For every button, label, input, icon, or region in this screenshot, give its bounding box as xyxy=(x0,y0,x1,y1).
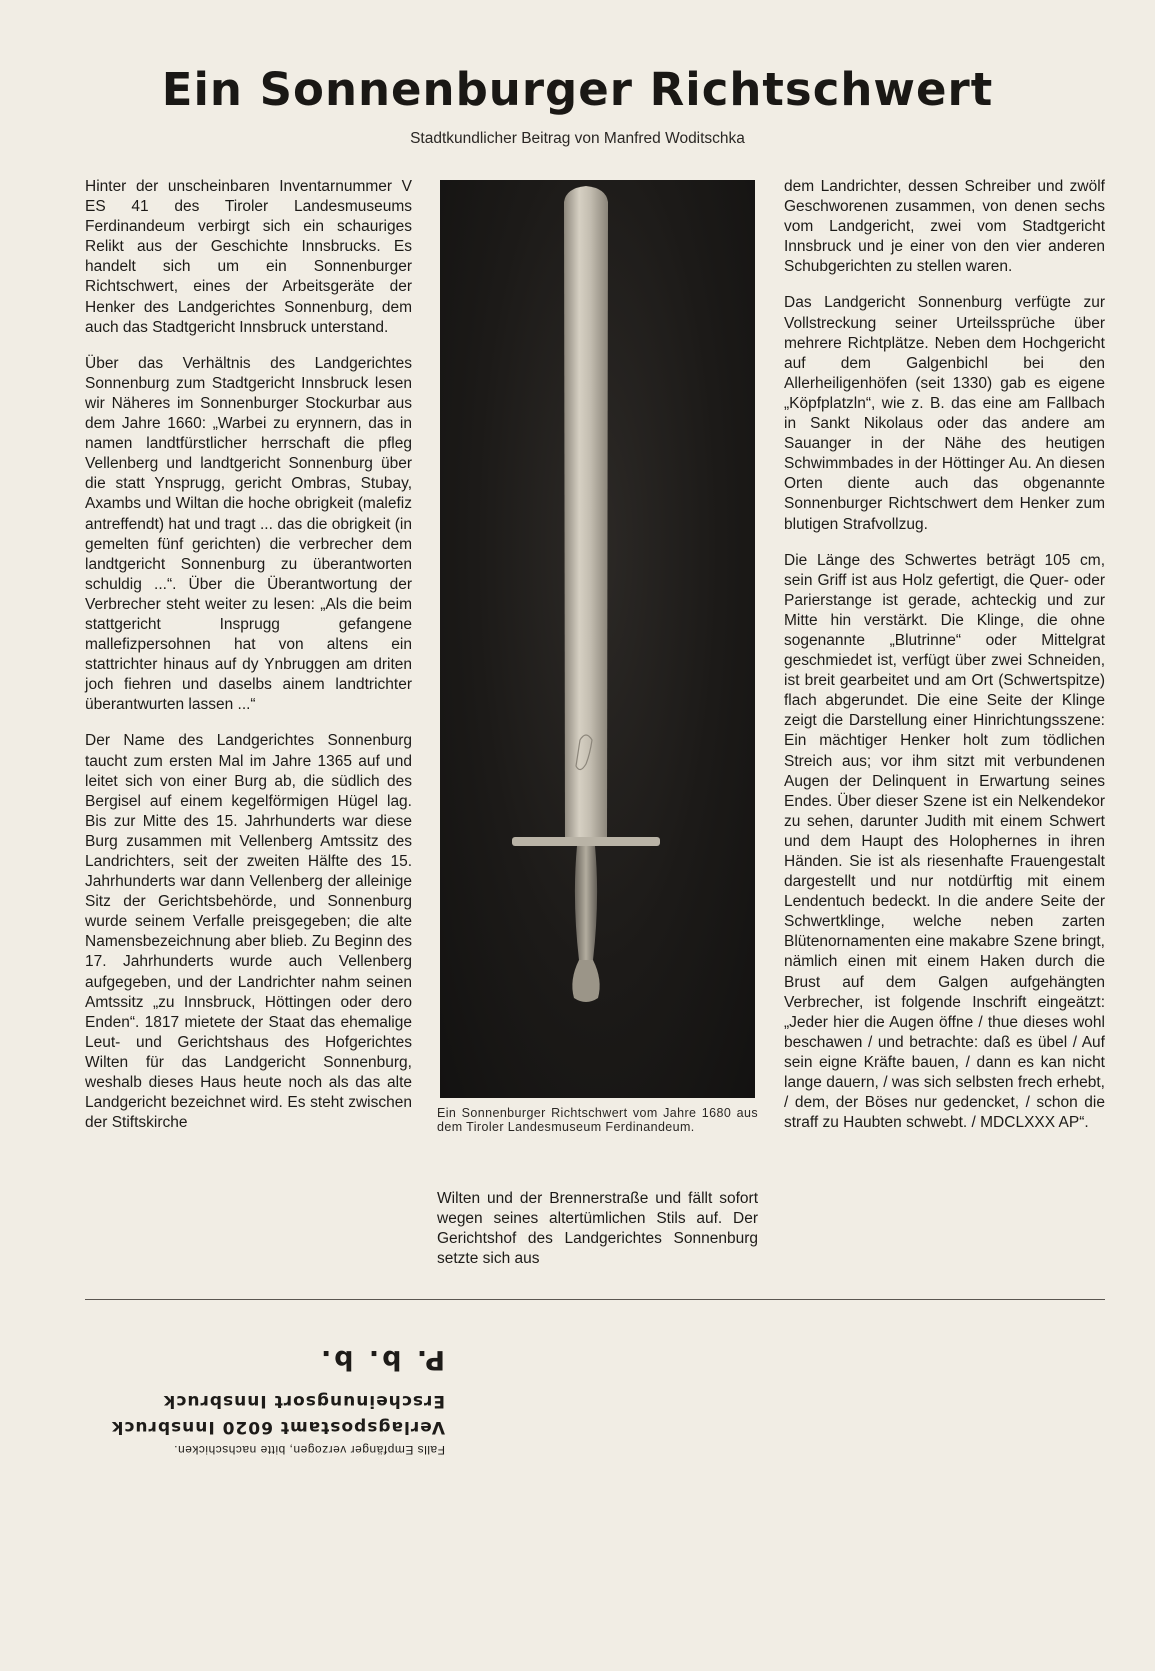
mailing-post-office: Verlagspostamt 6020 Innsbruck xyxy=(111,1417,445,1437)
column-middle xyxy=(437,1189,758,1269)
mailing-note: Falls Empfänger verzogen, bitte nachschicken. xyxy=(173,1443,445,1457)
paragraph: Über das Verhältnis des Landgerichtes Sonnenburg zum Stadtgericht Innsbruck lesen wir Näheres im Sonnenburger Stockurbar aus dem Jahre 1660: „Warbei zu erynnern, das in namen landtfürstlicher herrschaft die pfleg Vellenberg und landtgericht Sonnenburg über die statt Ynsprugg, gericht Ombras, Stubay, Axambs und Wiltan die hoche obrigkeit (malefiz antreffendt) hat und tragt ... das die obrigkeit (in gemelten fünf gerichten) die verbrecher dem landtgericht Sonnenburg zu überantworten schuldig ...“. Über die Überantwortung der Verbrecher steht weiter zu lesen: „Als die beim stattgericht Insprugg gefangene mallefizpersohnen hat von altens ein stattrichter hinaus auf dy Ynbruggen am driten joch fiehren und daselbs ainem landtrichter überantwurten lassen ...“ xyxy=(85,354,412,714)
paragraph: Der Name des Landgerichtes Sonnenburg taucht zum ersten Mal im Jahre 1365 auf und leitet sich von einer Burg ab, die südlich des Bergisel auf einem kegelförmigen Hügel lag. Bis zur Mitte des 15. Jahrhunderts war diese Burg zusammen mit Vellenberg Amtssitz des Landrichters, seit der zweiten Hälfte des 15. Jahrhunderts war dann Vellenberg der alleinige Sitz der Gerichtsbehörde, und Sonnenburg wurde seinem Verfalle preisgegeben; die alte Namensbezeichnung aber blieb. Zu Beginn des 17. Jahrhunderts wurde auch Vellenberg aufgegeben, und der Landrichter nahm seinen Amtssitz „zu Innsbruck, Höttingen oder dero Enden“. 1817 mietete der Staat das ehemalige Leut- und Gerichtshaus des Hofgerichtes Wilten für das Landgericht Sonnenburg, weshalb dieses Haus heute noch als das alte Landgericht bezeichnet wird. Es steht zwischen der Stiftskirche xyxy=(85,732,412,1132)
sword-grip xyxy=(575,846,597,960)
column-left xyxy=(85,177,412,1149)
mailing-imprint xyxy=(85,1330,445,1460)
sword-photo xyxy=(440,180,755,1098)
paragraph: Die Länge des Schwertes beträgt 105 cm, sein Griff ist aus Holz gefertigt, die Quer- oder Parierstange ist gerade, achteckig und zur Mitte hin verstärkt. Die Klinge, die ohne sogenannte „Blutrinne“ oder Mittelgrat geschmiedet ist, verfügt über zwei Schneiden, ist breit gearbeitet und am Ort (Schwertspitze) flach abgerundet. Die eine Seite der Klinge zeigt die Darstellung einer Hinrichtungsszene: Ein mächtiger Henker holt zum tödlichen Streich aus; vor ihm sitzt mit verbundenen Augen der Delinquent in Erwartung seines Endes. Über dieser Szene ist ein Nelkendekor zu sehen, darunter Judith mit einem Schwert und dem Haupt des Holophernes in ihren Händen. Sie ist als riesenhafte Frauengestalt dargestellt und nur notdürftig mit einem Lendentuch bedeckt. In die andere Seite der Schwertklinge, welche neben zarten Blütenornamenten eine makabre Szene bringt, nämlich einen mit einem Haken durch die Brust auf dem Galgen aufgehängten Verbrecher, ist folgende Inschrift eingeätzt: „Jeder hier die Augen öffne / thue dieses wohl beschawen / und betrachte: daß es übel / Auf sein eigne Kräfte bauen, / dann es kan nicht lange dauern, / was sich selbsten frech erhebt, / dem, der Böses nur gedencket, / schon die straff zu Haubten schwebt. / MDCLXXX AP“. xyxy=(784,551,1105,1132)
paragraph: Das Landgericht Sonnenburg verfügte zur Vollstreckung seiner Urteilssprüche über mehrere Richtplätze. Neben dem Hochgericht auf dem Galgenbichl bei den Allerheiligenhöfen (seit 1330) gab es eigene „Köpfplatzln“, wie z. B. das eine am Fallbach in Sankt Nikolaus oder das andere am Sauanger in der Nähe des heutigen Schwimmbades in der Höttinger Au. An diesen Orten diente auch das obgenannte Sonnenburger Richtschwert dem Henker zum blutigen Strafvollzug. xyxy=(784,294,1105,533)
article-title: Ein Sonnenburger Richtschwert xyxy=(161,63,994,116)
mailing-pbb: P. b. b. xyxy=(317,1344,445,1375)
paragraph: Hinter der unscheinbaren Inventarnummer V ES 41 des Tiroler Landesmuseums Ferdinandeum verbirgt sich ein schauriges Relikt aus der Geschichte Innsbrucks. Es handelt sich um ein Sonnenburger Richtschwert, eines der Arbeitsgeräte der Henker des Landgerichtes Sonnenburg, dem auch das Stadtgericht Innsbruck unterstand. xyxy=(85,178,412,336)
column-right xyxy=(784,177,1105,1149)
sword-blade xyxy=(564,186,608,840)
figure-caption: Ein Sonnenburger Richtschwert vom Jahre 1680 aus dem Tiroler Landesmuseum Ferdinandeum. xyxy=(437,1106,758,1134)
paragraph: dem Landrichter, dessen Schreiber und zwölf Geschworenen zusammen, von denen sechs vom Landgericht, zwei vom Stadtgericht Innsbruck und je einer von den vier anderen Schubgerichten zu stellen waren. xyxy=(784,178,1105,276)
article-byline: Stadtkundlicher Beitrag von Manfred Woditschka xyxy=(410,130,745,147)
sword-illustration xyxy=(440,180,755,1098)
paragraph: Wilten und der Brennerstraße und fällt sofort wegen seines altertümlichen Stils auf. Der Gerichtshof des Landgerichtes Sonnenburg setzte sich aus xyxy=(437,1190,758,1268)
sword-pommel xyxy=(572,960,599,1002)
sword-crossguard xyxy=(512,837,660,846)
mailing-place: Erscheinungsort Innsbruck xyxy=(162,1391,445,1411)
horizontal-divider xyxy=(85,1299,1105,1300)
